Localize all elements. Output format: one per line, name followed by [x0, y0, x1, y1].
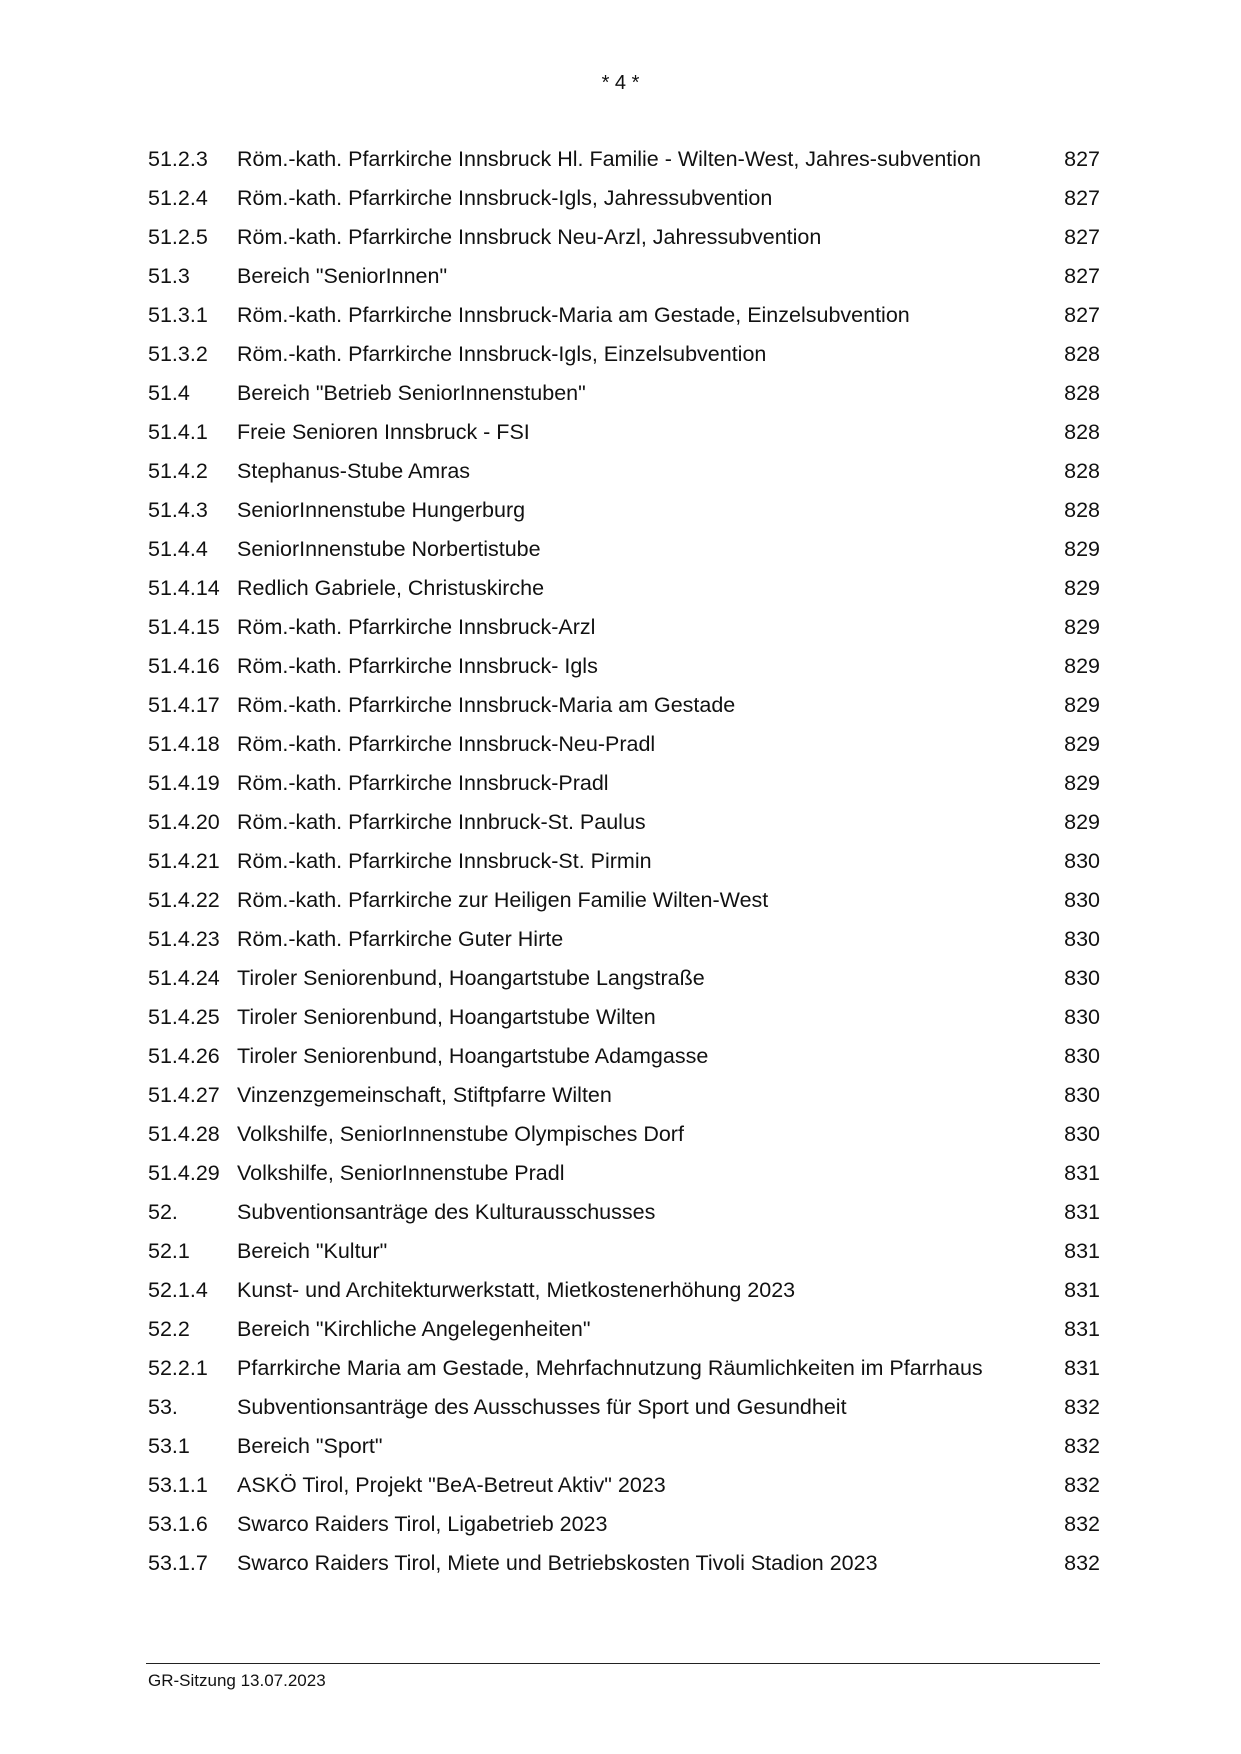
toc-entry-page: 832	[1064, 1551, 1100, 1575]
toc-entry-page: 831	[1064, 1278, 1100, 1302]
toc-entry-page: 831	[1064, 1161, 1100, 1185]
toc-entry-page: 832	[1064, 1512, 1100, 1536]
toc-entry-number: 51.3	[148, 264, 190, 288]
toc-entry-number: 51.4	[148, 381, 190, 405]
toc-entry-page: 829	[1064, 576, 1100, 600]
toc-entry-page: 830	[1064, 888, 1100, 912]
toc-entry-title: ASKÖ Tirol, Projekt "BeA-Betreut Aktiv" 2023	[237, 1473, 666, 1497]
toc-entry-title: Tiroler Seniorenbund, Hoangartstube Wilten	[237, 1005, 656, 1029]
toc-entry-page: 831	[1064, 1317, 1100, 1341]
toc-entry-page: 831	[1064, 1239, 1100, 1263]
toc-entry-number: 51.4.27	[148, 1083, 220, 1107]
toc-entry	[148, 1082, 1100, 1109]
toc-entry-page: 830	[1064, 1083, 1100, 1107]
toc-entry-number: 51.4.24	[148, 966, 220, 990]
toc-entry-title: Bereich "SeniorInnen"	[237, 264, 448, 288]
toc-entry	[148, 887, 1100, 914]
toc-entry-page: 827	[1064, 186, 1100, 210]
toc-entry-page: 828	[1064, 459, 1100, 483]
toc-entry-page: 830	[1064, 849, 1100, 873]
toc-entry-page: 832	[1064, 1395, 1100, 1419]
toc-entry-title: Röm.-kath. Pfarrkirche Innsbruck-St. Pirmin	[237, 849, 652, 873]
toc-entry-number: 51.4.15	[148, 615, 220, 639]
toc-entry-number: 51.2.5	[148, 225, 208, 249]
toc-entry-number: 51.4.20	[148, 810, 220, 834]
toc-entry-number: 51.4.3	[148, 498, 208, 522]
toc-entry	[148, 263, 1100, 290]
toc-entry-number: 52.1	[148, 1239, 190, 1263]
toc-entry	[148, 1121, 1100, 1148]
page-number-header: * 4 *	[601, 72, 640, 94]
toc-entry	[148, 1511, 1100, 1538]
toc-entry-page: 828	[1064, 381, 1100, 405]
footer-session-date: GR-Sitzung 13.07.2023	[148, 1671, 326, 1690]
toc-entry-title: Bereich "Betrieb SeniorInnenstuben"	[237, 381, 586, 405]
toc-entry-title: Röm.-kath. Pfarrkirche Innsbruck-Igls, Jahressubvention	[237, 186, 773, 210]
toc-entry-page: 830	[1064, 1044, 1100, 1068]
toc-entry-page: 832	[1064, 1434, 1100, 1458]
toc-entry-page: 832	[1064, 1473, 1100, 1497]
toc-entry	[148, 770, 1100, 797]
toc-entry	[148, 1277, 1100, 1304]
toc-entry-page: 828	[1064, 420, 1100, 444]
toc-entry-title: Volkshilfe, SeniorInnenstube Pradl	[237, 1161, 565, 1185]
toc-entry-title: Freie Senioren Innsbruck - FSI	[237, 420, 530, 444]
toc-entry-number: 52.2.1	[148, 1356, 208, 1380]
toc-entry-title: Redlich Gabriele, Christuskirche	[237, 576, 545, 600]
toc-entry-number: 51.4.1	[148, 420, 208, 444]
toc-entry	[148, 1238, 1100, 1265]
toc-entry-title: Kunst- und Architekturwerkstatt, Mietkostenerhöhung 2023	[237, 1278, 796, 1302]
toc-entry-page: 829	[1064, 732, 1100, 756]
toc-entry-number: 51.4.4	[148, 537, 208, 561]
toc-entry	[148, 380, 1100, 407]
toc-entry	[148, 419, 1100, 446]
footer-divider	[146, 1663, 1100, 1664]
toc-entry	[148, 1472, 1100, 1499]
toc-entry-title: Röm.-kath. Pfarrkirche Innsbruck Hl. Familie - Wilten-West, Jahres-subvention	[237, 147, 981, 171]
toc-entry-number: 51.4.26	[148, 1044, 220, 1068]
toc-entry-number: 52.2	[148, 1317, 190, 1341]
toc-entry-page: 829	[1064, 537, 1100, 561]
toc-entry-page: 831	[1064, 1356, 1100, 1380]
toc-entry	[148, 1316, 1100, 1343]
toc-entry	[148, 614, 1100, 641]
toc-entry-title: Stephanus-Stube Amras	[237, 459, 471, 483]
toc-entry-number: 52.	[148, 1200, 178, 1224]
toc-entry-page: 829	[1064, 615, 1100, 639]
toc-entry-page: 831	[1064, 1200, 1100, 1224]
toc-entry-number: 51.2.4	[148, 186, 208, 210]
toc-entry	[148, 1199, 1100, 1226]
table-of-contents	[148, 146, 1100, 1589]
toc-entry-page: 830	[1064, 927, 1100, 951]
toc-entry	[148, 302, 1100, 329]
toc-entry-number: 51.4.2	[148, 459, 208, 483]
toc-entry	[148, 731, 1100, 758]
toc-entry	[148, 497, 1100, 524]
toc-entry-number: 51.4.21	[148, 849, 220, 873]
toc-entry-number: 53.	[148, 1395, 178, 1419]
toc-entry-page: 829	[1064, 654, 1100, 678]
toc-entry-number: 53.1	[148, 1434, 190, 1458]
toc-entry-number: 51.2.3	[148, 147, 208, 171]
toc-entry-page: 828	[1064, 342, 1100, 366]
toc-entry-number: 51.4.18	[148, 732, 220, 756]
toc-entry-title: Volkshilfe, SeniorInnenstube Olympisches Dorf	[237, 1122, 684, 1146]
toc-entry	[148, 185, 1100, 212]
toc-entry	[148, 809, 1100, 836]
toc-entry-title: Bereich "Kultur"	[237, 1239, 388, 1263]
toc-entry-title: Bereich "Kirchliche Angelegenheiten"	[237, 1317, 591, 1341]
toc-entry-number: 52.1.4	[148, 1278, 208, 1302]
toc-entry-number: 51.4.16	[148, 654, 220, 678]
toc-entry-page: 829	[1064, 693, 1100, 717]
toc-entry-title: Tiroler Seniorenbund, Hoangartstube Adamgasse	[237, 1044, 709, 1068]
toc-entry-number: 51.4.28	[148, 1122, 220, 1146]
toc-entry-title: SeniorInnenstube Norbertistube	[237, 537, 541, 561]
toc-entry	[148, 458, 1100, 485]
toc-entry-page: 827	[1064, 225, 1100, 249]
toc-entry-title: Röm.-kath. Pfarrkirche Innsbruck-Arzl	[237, 615, 596, 639]
toc-entry	[148, 653, 1100, 680]
toc-entry-title: Subventionsanträge des Kulturausschusses	[237, 1200, 656, 1224]
toc-entry-number: 51.4.17	[148, 693, 220, 717]
toc-entry-title: Röm.-kath. Pfarrkirche Innsbruck-Maria am Gestade	[237, 693, 736, 717]
toc-entry-number: 51.4.19	[148, 771, 220, 795]
toc-entry	[148, 1355, 1100, 1382]
toc-entry	[148, 1043, 1100, 1070]
toc-entry-page: 830	[1064, 1005, 1100, 1029]
toc-entry-page: 829	[1064, 771, 1100, 795]
toc-entry-title: Swarco Raiders Tirol, Miete und Betriebskosten Tivoli Stadion 2023	[237, 1551, 878, 1575]
toc-entry-page: 827	[1064, 303, 1100, 327]
toc-entry-title: Röm.-kath. Pfarrkirche Innsbruck-Igls, Einzelsubvention	[237, 342, 767, 366]
toc-entry-title: Pfarrkirche Maria am Gestade, Mehrfachnutzung Räumlichkeiten im Pfarrhaus	[237, 1356, 983, 1380]
toc-entry	[148, 536, 1100, 563]
toc-entry-page: 828	[1064, 498, 1100, 522]
toc-entry-number: 51.4.25	[148, 1005, 220, 1029]
toc-entry	[148, 1394, 1100, 1421]
toc-entry-page: 830	[1064, 1122, 1100, 1146]
toc-entry-title: Röm.-kath. Pfarrkirche Innsbruck-Maria am Gestade, Einzelsubvention	[237, 303, 910, 327]
toc-entry-title: Tiroler Seniorenbund, Hoangartstube Langstraße	[237, 966, 705, 990]
toc-entry-title: Swarco Raiders Tirol, Ligabetrieb 2023	[237, 1512, 608, 1536]
toc-entry-title: SeniorInnenstube Hungerburg	[237, 498, 526, 522]
toc-entry-number: 53.1.7	[148, 1551, 208, 1575]
toc-entry	[148, 1433, 1100, 1460]
toc-entry-title: Röm.-kath. Pfarrkirche Innsbruck-Pradl	[237, 771, 609, 795]
toc-entry-title: Röm.-kath. Pfarrkirche Innsbruck-Neu-Pradl	[237, 732, 656, 756]
toc-entry	[148, 575, 1100, 602]
toc-entry-page: 827	[1064, 264, 1100, 288]
toc-entry	[148, 146, 1100, 173]
toc-entry	[148, 341, 1100, 368]
toc-entry-number: 51.3.2	[148, 342, 208, 366]
toc-entry-title: Röm.-kath. Pfarrkirche Innsbruck- Igls	[237, 654, 598, 678]
toc-entry-title: Röm.-kath. Pfarrkirche Guter Hirte	[237, 927, 564, 951]
toc-entry-number: 53.1.1	[148, 1473, 208, 1497]
toc-entry-title: Röm.-kath. Pfarrkirche Innbruck-St. Paulus	[237, 810, 646, 834]
toc-entry-number: 51.4.14	[148, 576, 220, 600]
toc-entry	[148, 848, 1100, 875]
toc-entry	[148, 926, 1100, 953]
toc-entry-title: Bereich "Sport"	[237, 1434, 383, 1458]
toc-entry	[148, 224, 1100, 251]
toc-entry-number: 51.4.22	[148, 888, 220, 912]
toc-entry-page: 827	[1064, 147, 1100, 171]
toc-entry-title: Röm.-kath. Pfarrkirche Innsbruck Neu-Arzl, Jahressubvention	[237, 225, 822, 249]
toc-entry-number: 51.4.29	[148, 1161, 220, 1185]
toc-entry	[148, 692, 1100, 719]
toc-entry	[148, 1550, 1100, 1577]
toc-entry	[148, 965, 1100, 992]
toc-entry-title: Vinzenzgemeinschaft, Stiftpfarre Wilten	[237, 1083, 612, 1107]
toc-entry-page: 830	[1064, 966, 1100, 990]
toc-entry	[148, 1004, 1100, 1031]
toc-entry-page: 829	[1064, 810, 1100, 834]
toc-entry-number: 51.3.1	[148, 303, 208, 327]
toc-entry-title: Subventionsanträge des Ausschusses für Sport und Gesundheit	[237, 1395, 847, 1419]
toc-entry-title: Röm.-kath. Pfarrkirche zur Heiligen Familie Wilten-West	[237, 888, 769, 912]
toc-entry-number: 53.1.6	[148, 1512, 208, 1536]
toc-entry-number: 51.4.23	[148, 927, 220, 951]
toc-entry	[148, 1160, 1100, 1187]
